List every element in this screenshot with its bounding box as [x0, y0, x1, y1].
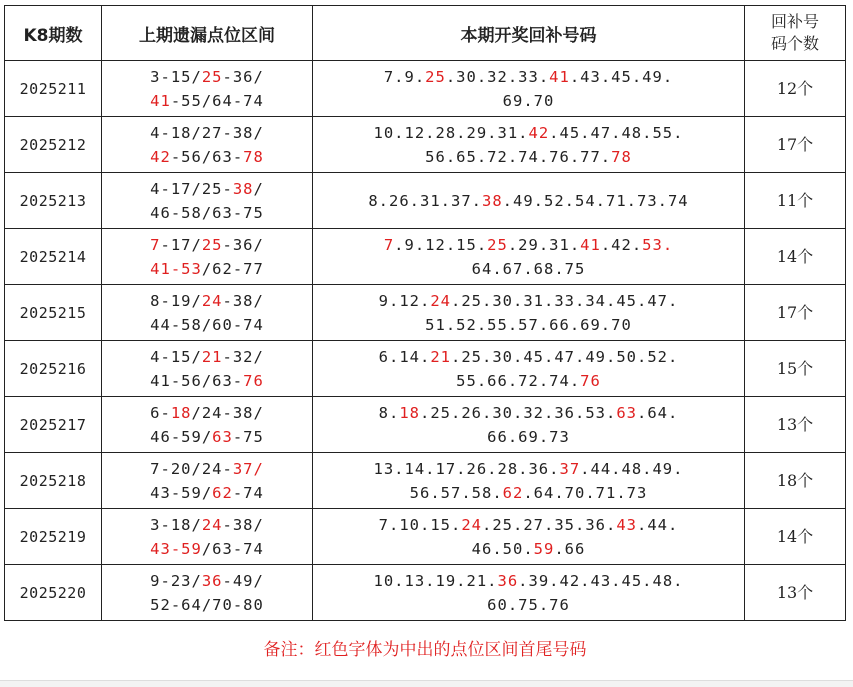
range-line [102, 257, 312, 281]
period-cell: 2025219 [5, 509, 102, 565]
range-text: 6- [150, 403, 171, 422]
range-highlight: 41-53 [150, 259, 202, 278]
number-highlight: 25 [487, 235, 508, 254]
numbers-cell [313, 173, 745, 229]
table-row [5, 565, 846, 621]
range-line [102, 425, 312, 449]
ranges-cell [102, 397, 313, 453]
note-row [5, 621, 846, 679]
range-highlight: 21 [201, 347, 223, 366]
number-text: .45.47.48.55. [549, 123, 684, 142]
range-highlight: 24 [201, 515, 223, 534]
number-text: 46.50. [471, 539, 534, 558]
number-line [313, 65, 744, 89]
period-cell: 2025220 [5, 565, 102, 621]
range-line [102, 65, 312, 89]
range-highlight: 7 [150, 235, 161, 254]
number-line [313, 569, 744, 593]
number-highlight: 78 [611, 147, 632, 166]
period-cell: 2025211 [5, 61, 102, 117]
ranges-cell [102, 61, 313, 117]
range-text: 46-59/ [150, 427, 213, 446]
number-highlight: 76 [580, 371, 601, 390]
number-highlight: 41 [549, 67, 570, 86]
number-line [313, 513, 744, 537]
range-text: -38/ [222, 515, 264, 534]
table-row [5, 509, 846, 565]
range-line [102, 89, 312, 113]
numbers-cell [313, 341, 745, 397]
number-text: 55.66.72.74. [456, 371, 581, 390]
number-line [313, 481, 744, 505]
header-count-text: 回补号码个数 [770, 12, 819, 53]
range-line [102, 481, 312, 505]
ranges-cell [102, 229, 313, 285]
range-text: -75 [232, 427, 264, 446]
range-highlight: 62 [212, 483, 233, 502]
number-text: .25.30.31.33.34.45.47. [451, 291, 679, 310]
note-text: 备注：红色字体为中出的点位区间首尾号码 [5, 621, 846, 679]
number-text: .64. [637, 403, 679, 422]
range-line [102, 537, 312, 561]
table-row [5, 173, 846, 229]
ranges-cell [102, 285, 313, 341]
number-highlight: 59 [533, 539, 555, 558]
number-highlight: 36 [497, 571, 519, 590]
range-text: 52-64/70-80 [150, 595, 264, 614]
ranges-cell [102, 509, 313, 565]
number-highlight: 41 [580, 235, 601, 254]
number-text: 10.13.19.21. [373, 571, 498, 590]
range-line [102, 289, 312, 313]
number-text: 66.69.73 [487, 427, 570, 446]
table-body [5, 61, 846, 621]
number-text: 13.14.17.26.28.36. [373, 459, 560, 478]
range-text: 44-58/60-74 [150, 315, 264, 334]
number-text: 51.52.55.57.66.69.70 [425, 315, 632, 334]
number-text: 69.70 [502, 91, 555, 110]
numbers-cell [313, 117, 745, 173]
number-text: 8.26.31.37. [368, 191, 482, 210]
number-text: .42. [600, 235, 643, 254]
range-line [102, 593, 312, 617]
ranges-cell [102, 453, 313, 509]
period-cell: 2025214 [5, 229, 102, 285]
period-cell: 2025212 [5, 117, 102, 173]
range-highlight: 37/ [232, 459, 264, 478]
range-highlight: 41 [150, 91, 171, 110]
period-cell: 2025216 [5, 341, 102, 397]
range-highlight: 63 [212, 427, 233, 446]
numbers-cell [313, 453, 745, 509]
number-highlight: 24 [461, 515, 482, 534]
number-line [313, 121, 744, 145]
range-text: -49/ [222, 571, 264, 590]
header-count [745, 6, 846, 61]
header-period: K8期数 [5, 6, 102, 61]
number-highlight: 21 [430, 347, 452, 366]
header-ranges: 上期遗漏点位区间 [102, 6, 313, 61]
number-line [313, 457, 744, 481]
count-cell: 11个 [745, 173, 846, 229]
range-text: -74 [232, 483, 264, 502]
range-highlight: 24 [201, 291, 223, 310]
range-text: 41-56/63- [150, 371, 244, 390]
number-line [313, 593, 744, 617]
range-line [102, 145, 312, 169]
range-text: 3-15/ [150, 67, 202, 86]
ranges-cell [102, 117, 313, 173]
number-text: .66 [554, 539, 586, 558]
number-highlight: 62 [502, 483, 524, 502]
header-numbers: 本期开奖回补号码 [313, 6, 745, 61]
table-row [5, 61, 846, 117]
range-line [102, 457, 312, 481]
range-text: /24-38/ [191, 403, 264, 422]
range-text: -55/64-74 [170, 91, 264, 110]
range-text: /63-74 [201, 539, 264, 558]
range-text: 4-18/27-38/ [150, 123, 264, 142]
count-cell: 15个 [745, 341, 846, 397]
period-cell: 2025218 [5, 453, 102, 509]
period-cell: 2025215 [5, 285, 102, 341]
range-line [102, 233, 312, 257]
numbers-cell [313, 61, 745, 117]
numbers-cell [313, 565, 745, 621]
range-highlight: 18 [170, 403, 192, 422]
table-row [5, 285, 846, 341]
range-text: 4-15/ [150, 347, 202, 366]
number-text: .44. [637, 515, 679, 534]
range-text: 9-23/ [150, 571, 202, 590]
number-highlight: 42 [528, 123, 550, 142]
number-highlight: 24 [430, 291, 452, 310]
number-line [313, 425, 744, 449]
number-text: .64.70.71.73 [523, 483, 648, 502]
range-text: 4-17/25- [150, 179, 233, 198]
number-text: 7.10.15. [378, 515, 462, 534]
range-text: /62-77 [201, 259, 264, 278]
number-line [313, 289, 744, 313]
range-highlight: 43-59 [150, 539, 202, 558]
number-line [313, 313, 744, 337]
number-text: 7.9. [383, 67, 426, 86]
number-text: .44.48.49. [580, 459, 684, 478]
number-highlight: 53. [642, 235, 674, 254]
range-text: -38/ [222, 291, 264, 310]
numbers-cell [313, 285, 745, 341]
number-text: 9.12. [378, 291, 431, 310]
number-text: 56.65.72.74.76.77. [425, 147, 612, 166]
table-row [5, 117, 846, 173]
number-text: .29.31. [507, 235, 581, 254]
number-text: 60.75.76 [487, 595, 570, 614]
range-line [102, 513, 312, 537]
number-text: 8. [378, 403, 400, 422]
number-text: .25.30.45.47.49.50.52. [451, 347, 679, 366]
number-text: .49.52.54.71.73.74 [502, 191, 689, 210]
number-text: 64.67.68.75 [471, 259, 586, 278]
number-text: .25.26.30.32.36.53. [420, 403, 617, 422]
range-text: 46-58/63-75 [150, 203, 264, 222]
range-text: -56/63- [170, 147, 244, 166]
range-highlight: 76 [243, 371, 264, 390]
range-line [102, 201, 312, 225]
count-cell: 18个 [745, 453, 846, 509]
table-row [5, 229, 846, 285]
ranges-cell [102, 173, 313, 229]
range-text: -36/ [222, 235, 264, 254]
number-text: 10.12.28.29.31. [373, 123, 529, 142]
range-text: -17/ [160, 235, 202, 254]
table-row [5, 453, 846, 509]
range-line [102, 313, 312, 337]
range-text: -32/ [222, 347, 264, 366]
range-line [102, 177, 312, 201]
period-cell: 2025217 [5, 397, 102, 453]
numbers-cell [313, 397, 745, 453]
range-highlight: 25 [201, 67, 223, 86]
number-text: .30.32.33. [445, 67, 550, 86]
numbers-cell [313, 509, 745, 565]
count-cell: 17个 [745, 285, 846, 341]
ranges-cell [102, 565, 313, 621]
count-cell: 17个 [745, 117, 846, 173]
results-table [4, 5, 846, 678]
number-line [313, 233, 744, 257]
number-line [313, 401, 744, 425]
number-highlight: 43 [616, 515, 637, 534]
number-text: 56.57.58. [409, 483, 503, 502]
number-text: .25.27.35.36. [482, 515, 617, 534]
number-line [313, 345, 744, 369]
numbers-cell [313, 229, 745, 285]
number-text: 6.14. [378, 347, 431, 366]
number-line [313, 145, 744, 169]
number-line [313, 189, 744, 213]
range-line [102, 121, 312, 145]
number-line [313, 369, 744, 393]
count-cell: 12个 [745, 61, 846, 117]
range-line [102, 569, 312, 593]
number-highlight: 7 [383, 235, 395, 254]
number-line [313, 89, 744, 113]
number-highlight: 38 [482, 191, 503, 210]
count-cell: 13个 [745, 397, 846, 453]
table-row [5, 397, 846, 453]
range-text: 7-20/24- [150, 459, 233, 478]
number-highlight: 37 [559, 459, 581, 478]
number-highlight: 18 [399, 403, 421, 422]
range-highlight: 36 [201, 571, 223, 590]
range-line [102, 369, 312, 393]
number-text: .9.12.15. [394, 235, 488, 254]
number-line [313, 257, 744, 281]
range-line [102, 345, 312, 369]
range-text: 43-59/ [150, 483, 213, 502]
count-cell: 13个 [745, 565, 846, 621]
range-text: / [253, 179, 264, 198]
range-highlight: 42 [150, 147, 171, 166]
count-cell: 14个 [745, 509, 846, 565]
number-highlight: 63 [616, 403, 637, 422]
range-text: 8-19/ [150, 291, 202, 310]
range-line [102, 401, 312, 425]
range-text: -36/ [222, 67, 264, 86]
range-highlight: 78 [243, 147, 264, 166]
number-text: .39.42.43.45.48. [518, 571, 684, 590]
ranges-cell [102, 341, 313, 397]
number-line [313, 537, 744, 561]
count-cell: 14个 [745, 229, 846, 285]
range-highlight: 38 [232, 179, 254, 198]
period-cell: 2025213 [5, 173, 102, 229]
number-text: .43.45.49. [569, 67, 674, 86]
table-row [5, 341, 846, 397]
number-highlight: 25 [425, 67, 446, 86]
header-row [5, 6, 846, 61]
range-text: 3-18/ [150, 515, 202, 534]
range-highlight: 25 [201, 235, 223, 254]
